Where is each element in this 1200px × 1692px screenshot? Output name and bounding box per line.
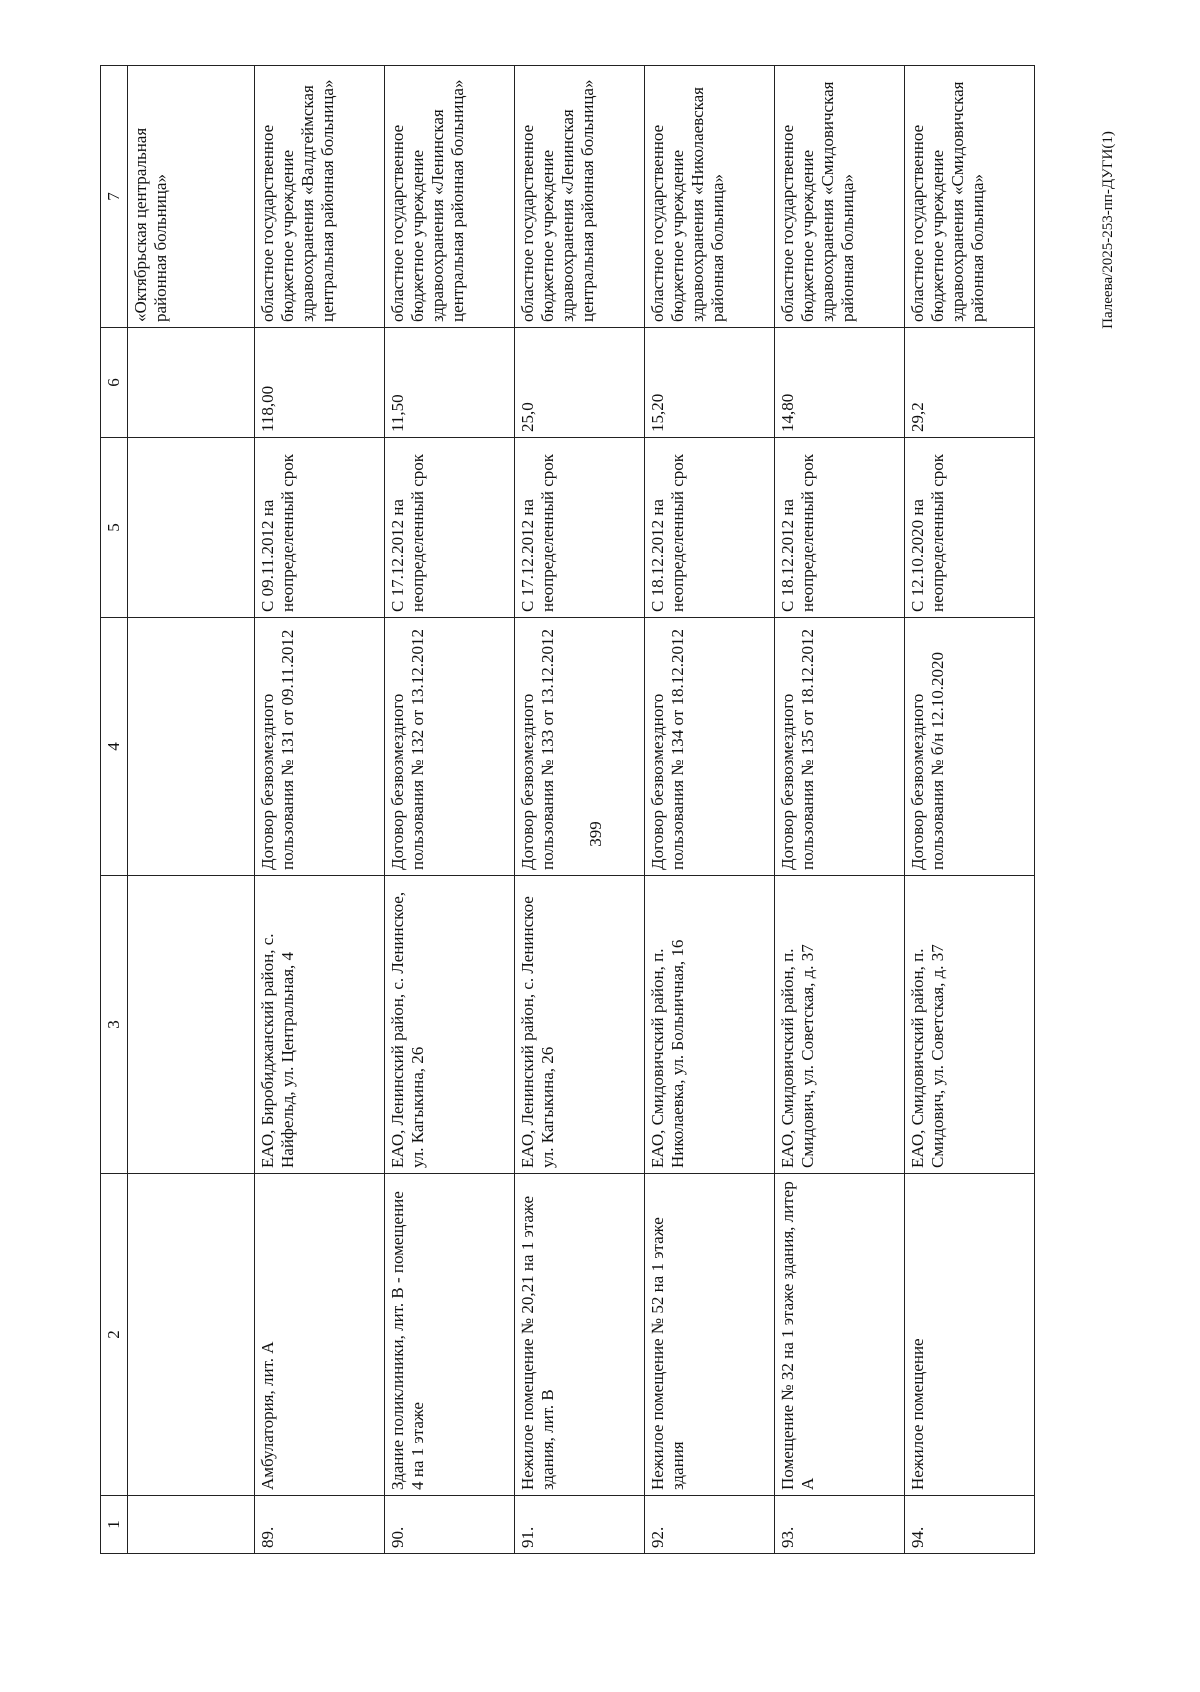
cell-contract: Договор безвозмездного пользования № 132 от 13.12.2012 [385, 618, 515, 876]
table-row [255, 66, 385, 1554]
header-cell-6: 6 [101, 328, 128, 438]
cell-address: ЕАО, Ленинский район, с. Ленинское ул. Кагыкина, 26 [515, 876, 645, 1174]
cell-name: Амбулатория, лит. А [255, 1174, 385, 1496]
cell-area: 118,00 [255, 328, 385, 438]
cell-name [128, 1174, 255, 1496]
cell-holder: областное государственное бюджетное учреждение здравоохранения «Смидовичская районная больница» [775, 66, 905, 328]
cell-address: ЕАО, Смидовичский район, п. Смидович, ул. Советская, д. 37 [905, 876, 1035, 1174]
header-cell-7: 7 [101, 66, 128, 328]
cell-term: С 17.12.2012 на неопределенный срок [515, 438, 645, 618]
header-cell-1: 1 [101, 1496, 128, 1554]
cell-holder: областное государственное бюджетное учреждение здравоохранения «Ленинская центральная районная больница» [385, 66, 515, 328]
cell-area: 25,0 [515, 328, 645, 438]
cell-holder: «Октябрьская центральная районная больница» [128, 66, 255, 328]
cell-area: 11,50 [385, 328, 515, 438]
cell-area: 15,20 [645, 328, 775, 438]
cell-address: ЕАО, Смидовичский район, п. Николаевка, ул. Больничная, 16 [645, 876, 775, 1174]
header-cell-2: 2 [101, 1174, 128, 1496]
cell-term: С 18.12.2012 на неопределенный срок [775, 438, 905, 618]
cell-area [128, 328, 255, 438]
cell-contract: Договор безвозмездного пользования № б/н 12.10.2020 [905, 618, 1035, 876]
cell-name: Нежилое помещение № 20,21 на 1 этаже здания, лит. В [515, 1174, 645, 1496]
cell-num: 91. [515, 1496, 645, 1554]
cell-num: 94. [905, 1496, 1035, 1554]
table-row [645, 66, 775, 1554]
cell-name: Нежилое помещение № 52 на 1 этаже здания [645, 1174, 775, 1496]
cell-term: С 17.12.2012 на неопределенный срок [385, 438, 515, 618]
table-row [515, 66, 645, 1554]
page-number: 399 [586, 821, 605, 847]
cell-contract: Договор безвозмездного пользования № 133 от 13.12.2012 [515, 618, 645, 876]
cell-name: Помещение № 32 на 1 этаже здания, литер А [775, 1174, 905, 1496]
cell-contract: Договор безвозмездного пользования № 135 от 18.12.2012 [775, 618, 905, 876]
cell-num: 92. [645, 1496, 775, 1554]
cell-num: 89. [255, 1496, 385, 1554]
cell-name: Здание поликлиники, лит. В - помещение 4 на 1 этаже [385, 1174, 515, 1496]
cell-address [128, 876, 255, 1174]
registry-table [100, 65, 1035, 1554]
cell-address: ЕАО, Смидовичский район, п. Смидович, ул. Советская, д. 37 [775, 876, 905, 1174]
table-row [775, 66, 905, 1554]
cell-contract: Договор безвозмездного пользования № 134 от 18.12.2012 [645, 618, 775, 876]
cell-holder: областное государственное бюджетное учреждение здравоохранения «Николаевская районная больница» [645, 66, 775, 328]
cell-term: С 18.12.2012 на неопределенный срок [645, 438, 775, 618]
cell-num: 90. [385, 1496, 515, 1554]
cell-num: 93. [775, 1496, 905, 1554]
cell-contract: Договор безвозмездного пользования № 131 от 09.11.2012 [255, 618, 385, 876]
cell-num [128, 1496, 255, 1554]
cell-name: Нежилое помещение [905, 1174, 1035, 1496]
registry-table-container [100, 66, 1035, 1554]
cell-address: ЕАО, Ленинский район, с. Ленинское, ул. Кагыкина, 26 [385, 876, 515, 1174]
cell-holder: областное государственное бюджетное учреждение здравоохранения «Валдгеймская центральная районная больница» [255, 66, 385, 328]
footer-document-code: Палеева/2025-253-пп-ДУГИ(1) [1100, 131, 1116, 329]
cell-contract [128, 618, 255, 876]
cell-term [128, 438, 255, 618]
cell-holder: областное государственное бюджетное учреждение здравоохранения «Смидовичская районная больница» [905, 66, 1035, 328]
continuation-row [128, 66, 255, 1554]
header-cell-4: 4 [101, 618, 128, 876]
cell-term: С 09.11.2012 на неопределенный срок [255, 438, 385, 618]
header-cell-3: 3 [101, 876, 128, 1174]
cell-area: 29,2 [905, 328, 1035, 438]
table-row [905, 66, 1035, 1554]
cell-holder: областное государственное бюджетное учреждение здравоохранения «Ленинская центральная районная больница» [515, 66, 645, 328]
cell-address: ЕАО, Биробиджанский район, с. Найфельд, ул. Центральная, 4 [255, 876, 385, 1174]
cell-term: С 12.10.2020 на неопределенный срок [905, 438, 1035, 618]
table-header-row [101, 66, 128, 1554]
header-cell-5: 5 [101, 438, 128, 618]
table-row [385, 66, 515, 1554]
cell-area: 14,80 [775, 328, 905, 438]
